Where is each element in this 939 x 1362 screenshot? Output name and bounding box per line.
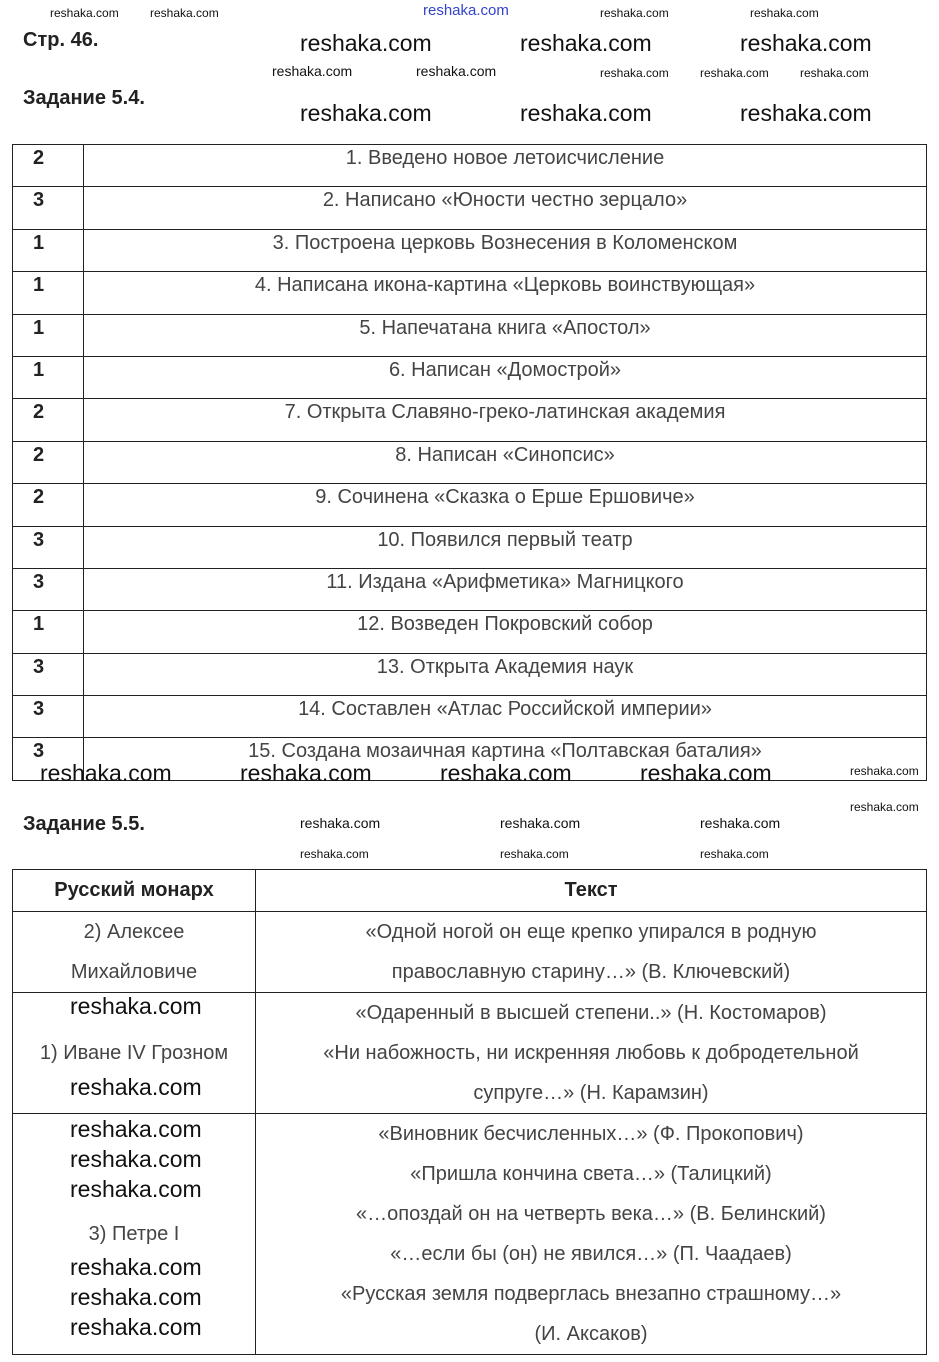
period-number: 3 [13, 568, 84, 610]
event-text: 2. Написано «Юности честно зерцало» [84, 187, 927, 229]
quote-line: «Русская земля подверглась внезапно страшному…» [340, 1283, 842, 1305]
watermark: reshaka.com [70, 1314, 202, 1340]
watermark: reshaka.com [70, 1074, 202, 1100]
watermark: reshaka.com [50, 6, 119, 20]
watermark: reshaka.com [800, 66, 869, 80]
event-text: 1. Введено новое летоисчисление [84, 145, 927, 187]
quote-line: «Одаренный в высшей степени..» (Н. Костомаров) [355, 1002, 827, 1024]
watermark: reshaka.com [70, 1284, 202, 1310]
watermark: reshaka.com [520, 100, 652, 126]
watermark: reshaka.com [300, 30, 432, 56]
watermark: reshaka.com [500, 847, 569, 861]
table-row [13, 611, 927, 653]
text-cell [256, 1114, 927, 1355]
monarch-line: 2) Алексее [83, 921, 185, 943]
monarch-line: 3) Петре I [88, 1223, 180, 1245]
monarch-line: 1) Иване IV Грозном [39, 1042, 229, 1064]
watermark: reshaka.com [700, 847, 769, 861]
text-cell [256, 993, 927, 1114]
text-cell [256, 912, 927, 993]
period-number: 1 [13, 272, 84, 314]
event-text: 10. Появился первый театр [84, 526, 927, 568]
site-link[interactable]: reshaka.com [423, 2, 509, 19]
watermark: reshaka.com [240, 760, 372, 786]
table-row [13, 568, 927, 610]
table-row [13, 272, 927, 314]
watermark: reshaka.com [600, 6, 669, 20]
watermark: reshaka.com [70, 993, 202, 1019]
watermark: reshaka.com [740, 100, 872, 126]
event-text: 5. Напечатана книга «Апостол» [84, 314, 927, 356]
table-row [13, 696, 927, 738]
event-text: 14. Составлен «Атлас Российской империи» [84, 696, 927, 738]
watermark: reshaka.com [850, 800, 919, 814]
table-row [13, 399, 927, 441]
period-number: 3 [13, 696, 84, 738]
period-number: 3 [13, 653, 84, 695]
monarch-line: Михайловиче [70, 961, 198, 983]
watermark: reshaka.com [300, 815, 381, 831]
period-number: 3 [13, 187, 84, 229]
monarch-cell [13, 912, 256, 993]
period-number: 1 [13, 356, 84, 398]
event-text: 7. Открыта Славяно-греко-латинская академия [84, 399, 927, 441]
event-text: 15. Создана мозаичная картина «Полтавская баталия» [84, 738, 927, 780]
watermark: reshaka.com [740, 30, 872, 56]
watermark: reshaka.com [440, 760, 572, 786]
quote-line: «Одной ногой он еще крепко упирался в родную [365, 921, 817, 943]
task-5-4-heading: Задание 5.4. [23, 87, 145, 109]
period-number: 2 [13, 145, 84, 187]
quote-line: «Виновник бесчисленных…» (Ф. Прокопович) [378, 1123, 804, 1145]
event-text: 6. Написан «Домострой» [84, 356, 927, 398]
event-text: 9. Сочинена «Сказка о Ерше Ершовиче» [84, 484, 927, 526]
table-row [13, 441, 927, 483]
event-text: 3. Построена церковь Вознесения в Коломенском [84, 229, 927, 271]
quote-line: (И. Аксаков) [534, 1323, 648, 1345]
watermark: reshaka.com [70, 1146, 202, 1172]
page-number: Стр. 46. [23, 29, 99, 51]
column-header: Текст [256, 870, 927, 912]
watermark: reshaka.com [700, 815, 781, 831]
watermark: reshaka.com [150, 6, 219, 20]
period-number: 1 [13, 611, 84, 653]
watermark: reshaka.com [70, 1116, 202, 1142]
period-number: 3 [13, 738, 84, 780]
task-5-4-table [12, 144, 927, 781]
watermark: reshaka.com [70, 1176, 202, 1202]
watermark: reshaka.com [300, 847, 369, 861]
period-number: 2 [13, 399, 84, 441]
task-5-5-heading: Задание 5.5. [23, 813, 145, 835]
watermark: reshaka.com [640, 760, 772, 786]
table-row [13, 526, 927, 568]
task-5-5-table [12, 869, 927, 1355]
table-row [13, 912, 927, 993]
event-text: 8. Написан «Синопсис» [84, 441, 927, 483]
event-text: 12. Возведен Покровский собор [84, 611, 927, 653]
period-number: 2 [13, 441, 84, 483]
table-row [13, 484, 927, 526]
table-row [13, 356, 927, 398]
watermark: reshaka.com [600, 66, 669, 80]
watermark: reshaka.com [272, 63, 353, 79]
event-text: 13. Открыта Академия наук [84, 653, 927, 695]
watermark: reshaka.com [750, 6, 819, 20]
quote-line: «…если бы (он) не явился…» (П. Чаадаев) [390, 1243, 792, 1265]
quote-line: «…опоздай он на четверть века…» (В. Белинский) [356, 1203, 826, 1225]
quote-line: супруге…» (Н. Карамзин) [473, 1082, 709, 1104]
quote-line: «Пришла кончина света…» (Талицкий) [410, 1163, 772, 1185]
table-row [13, 229, 927, 271]
event-text: 4. Написана икона-картина «Церковь воинствующая» [84, 272, 927, 314]
watermark: reshaka.com [40, 760, 172, 786]
quote-line: православную старину…» (В. Ключевский) [391, 961, 791, 983]
period-number: 2 [13, 484, 84, 526]
watermark: reshaka.com [70, 1254, 202, 1280]
period-number: 1 [13, 314, 84, 356]
table-row [13, 314, 927, 356]
table-row [13, 145, 927, 187]
period-number: 3 [13, 526, 84, 568]
watermark: reshaka.com [700, 66, 769, 80]
watermark: reshaka.com [520, 30, 652, 56]
table-row [13, 653, 927, 695]
event-text: 11. Издана «Арифметика» Магницкого [84, 568, 927, 610]
watermark: reshaka.com [500, 815, 581, 831]
quote-line: «Ни набожность, ни искренняя любовь к добродетельной [323, 1042, 859, 1064]
watermark: reshaka.com [300, 100, 432, 126]
period-number: 1 [13, 229, 84, 271]
table-row [13, 187, 927, 229]
column-header: Русский монарх [13, 870, 256, 912]
watermark: reshaka.com [850, 764, 919, 778]
watermark: reshaka.com [416, 63, 497, 79]
